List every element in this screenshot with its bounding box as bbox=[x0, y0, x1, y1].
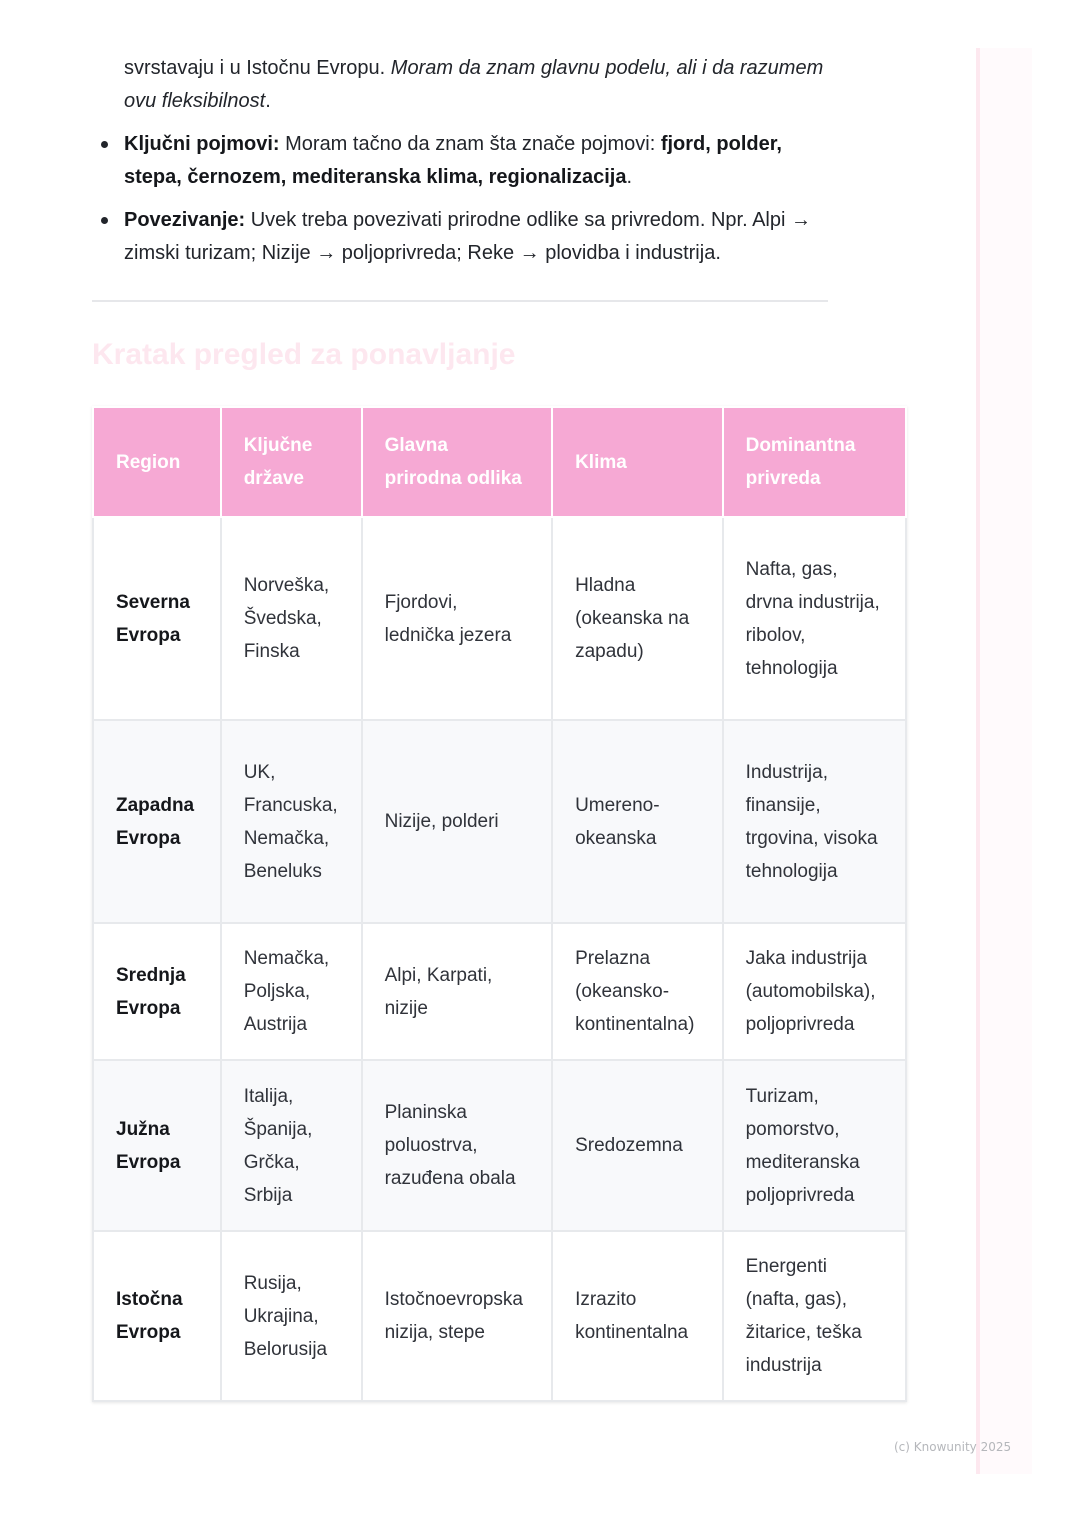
cell-feature: Istočnoevropska nizija, stepe bbox=[362, 1231, 552, 1401]
cell-region: Severna Evropa bbox=[93, 517, 221, 720]
cell-economy: Energenti (nafta, gas), žitarice, teška industrija bbox=[723, 1231, 906, 1401]
cell-countries: Nemačka, Poljska, Austrija bbox=[221, 923, 362, 1060]
header-region: Region bbox=[93, 407, 221, 517]
cell-region: Južna Evropa bbox=[93, 1060, 221, 1231]
bullet-dot-icon bbox=[101, 217, 108, 224]
cell-region: Srednja Evropa bbox=[93, 923, 221, 1060]
intro-plain: svrstavaju i u Istočnu Evropu. bbox=[124, 57, 391, 79]
cell-feature: Planinska poluostrva, razuđena obala bbox=[362, 1060, 552, 1231]
cell-countries: UK, Francuska, Nemačka, Beneluks bbox=[221, 720, 362, 923]
cell-climate: Umereno-okeanska bbox=[552, 720, 723, 923]
bullet-text: Uvek treba povezivati prirodne odlike sa privredom. Npr. Alpi → zimski turizam; Nizije → poljoprivreda; Reke → plovidba i industrija. bbox=[124, 209, 811, 264]
copyright-footer: (c) Knowunity 2025 bbox=[894, 1440, 1012, 1454]
header-prirodna-odlika: Glavna prirodna odlika bbox=[362, 407, 552, 517]
intro-italic: Moram da znam glavnu podelu, ali i da razumem ovu fleksibilnost bbox=[124, 57, 824, 112]
table-row bbox=[93, 720, 906, 923]
bullet-item-povezivanje bbox=[92, 204, 828, 270]
right-margin-panel bbox=[976, 48, 1032, 1474]
bullet-bold-terms: fjord, polder, stepa, černozem, mediteranska klima, regionalizacija bbox=[124, 133, 782, 188]
table-row bbox=[93, 1060, 906, 1231]
cell-climate: Sredozemna bbox=[552, 1060, 723, 1231]
cell-climate: Prelazna (okeansko-kontinentalna) bbox=[552, 923, 723, 1060]
cell-climate: Hladna (okeanska na zapadu) bbox=[552, 517, 723, 720]
right-margin-line bbox=[976, 48, 980, 1474]
header-klima: Klima bbox=[552, 407, 723, 517]
table-row bbox=[93, 1231, 906, 1401]
cell-feature: Nizije, polderi bbox=[362, 720, 552, 923]
intro-end: . bbox=[265, 90, 271, 112]
header-kljucne-drzave: Ključne države bbox=[221, 407, 362, 517]
cell-economy: Industrija, finansije, trgovina, visoka tehnologija bbox=[723, 720, 906, 923]
bullet-text: Moram tačno da znam šta znače pojmovi: bbox=[279, 133, 661, 155]
table-row bbox=[93, 517, 906, 720]
cell-economy: Jaka industrija (automobilska), poljoprivreda bbox=[723, 923, 906, 1060]
cell-countries: Rusija, Ukrajina, Belorusija bbox=[221, 1231, 362, 1401]
cell-economy: Turizam, pomorstvo, mediteranska poljoprivreda bbox=[723, 1060, 906, 1231]
summary-table bbox=[92, 406, 907, 1402]
cell-countries: Norveška, Švedska, Finska bbox=[221, 517, 362, 720]
cell-region: Istočna Evropa bbox=[93, 1231, 221, 1401]
intro-continuation bbox=[92, 52, 828, 118]
cell-countries: Italija, Španija, Grčka, Srbija bbox=[221, 1060, 362, 1231]
bullet-item-kljucni-pojmovi bbox=[92, 128, 828, 194]
bullet-dot-icon bbox=[101, 141, 108, 148]
bullet-end: . bbox=[626, 166, 633, 188]
cell-feature: Alpi, Karpati, nizije bbox=[362, 923, 552, 1060]
bullet-list bbox=[92, 128, 828, 270]
bullet-label: Ključni pojmovi: bbox=[124, 133, 280, 155]
cell-region: Zapadna Evropa bbox=[93, 720, 221, 923]
content-column bbox=[92, 52, 828, 280]
cell-feature: Fjordovi, lednička jezera bbox=[362, 517, 552, 720]
divider bbox=[92, 300, 828, 302]
header-privreda: Dominantna privreda bbox=[723, 407, 906, 517]
cell-economy: Nafta, gas, drvna industrija, ribolov, tehnologija bbox=[723, 517, 906, 720]
section-title: Kratak pregled za ponavljanje bbox=[92, 338, 516, 371]
bullet-label: Povezivanje: bbox=[124, 209, 246, 231]
cell-climate: Izrazito kontinentalna bbox=[552, 1231, 723, 1401]
table-row bbox=[93, 923, 906, 1060]
table-header-row bbox=[93, 407, 906, 517]
